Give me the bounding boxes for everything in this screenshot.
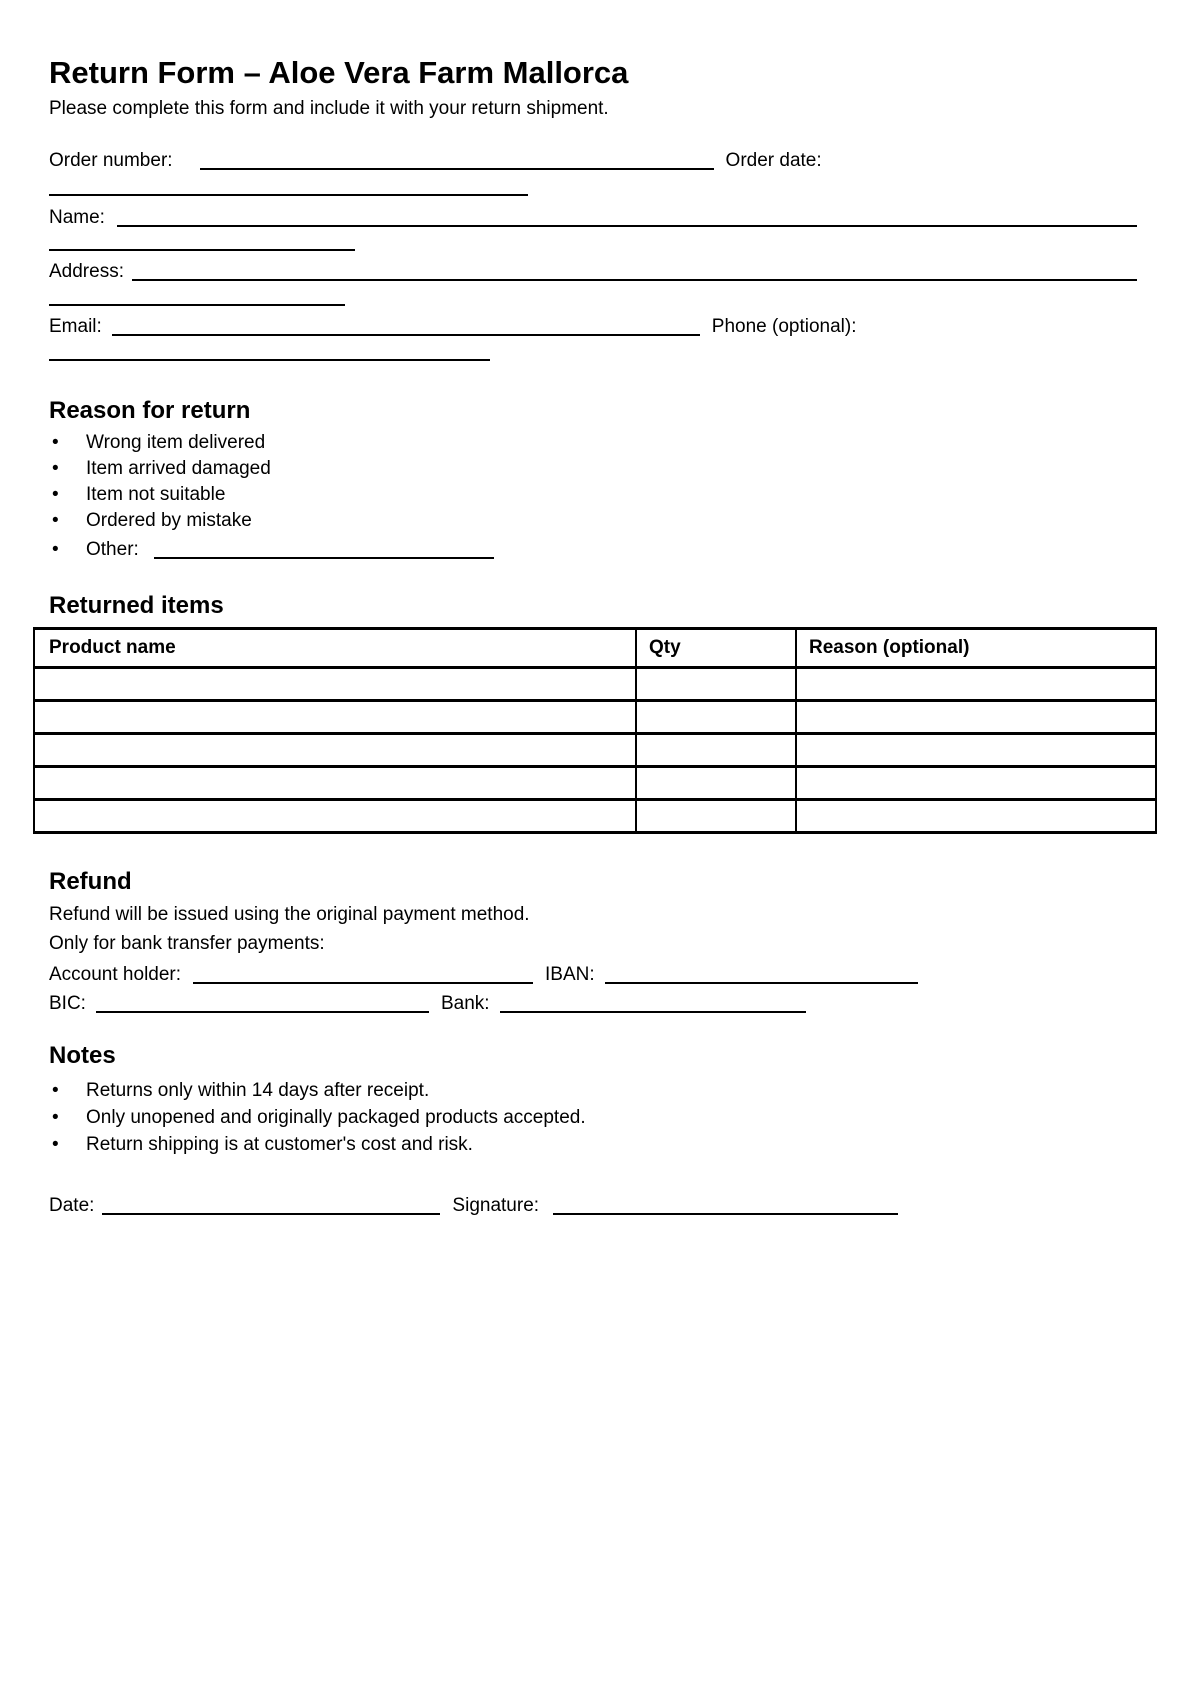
table-row [34, 701, 1156, 734]
product-cell [34, 734, 636, 767]
iban-label: IBAN: [545, 964, 595, 985]
reason-cell [796, 734, 1156, 767]
bullet-icon: • [52, 1107, 59, 1128]
product-cell [34, 800, 636, 833]
reason-heading: Reason for return [49, 397, 251, 424]
qty-cell [636, 701, 796, 734]
bank-blank [500, 993, 806, 1013]
order-date-label: Order date: [725, 150, 822, 171]
date-label: Date: [49, 1195, 95, 1216]
reason-option-other [49, 535, 494, 562]
email-label: Email: [49, 316, 102, 337]
reason-option [49, 431, 265, 455]
account-holder-label: Account holder: [49, 964, 182, 985]
table-row [34, 800, 1156, 833]
reason-option [49, 457, 271, 481]
account-holder-line [49, 960, 918, 987]
name-blank [117, 207, 1137, 227]
note-item [49, 1133, 473, 1157]
qty-cell [636, 734, 796, 767]
signature-blank [553, 1195, 898, 1215]
qty-cell [636, 668, 796, 701]
signature-label: Signature: [452, 1195, 540, 1216]
bullet-icon: • [52, 458, 59, 479]
note-text: Returns only within 14 days after receipt. [86, 1080, 430, 1101]
col-qty: Qty [636, 629, 796, 668]
bic-line [49, 989, 806, 1016]
date-blank [102, 1195, 440, 1215]
other-label: Other: [86, 539, 139, 560]
reason-option-label: Wrong item delivered [86, 432, 266, 453]
address-continuation-blank [49, 304, 345, 306]
order-number-line [49, 146, 822, 173]
email-line [49, 312, 857, 339]
bullet-icon: • [52, 484, 59, 505]
bullet-icon: • [52, 1080, 59, 1101]
order-date-blank [49, 194, 528, 196]
reason-cell [796, 767, 1156, 800]
page-title: Return Form – Aloe Vera Farm Mallorca [49, 55, 629, 90]
note-text: Only unopened and originally packaged products accepted. [86, 1107, 586, 1128]
email-blank [112, 316, 700, 336]
bullet-icon: • [52, 1134, 59, 1155]
address-label: Address: [49, 261, 124, 282]
reason-option-label: Item arrived damaged [86, 458, 271, 479]
product-cell [34, 767, 636, 800]
reason-cell [796, 668, 1156, 701]
form-subtitle: Please complete this form and include it with your return shipment. [49, 98, 609, 119]
bullet-icon: • [52, 539, 59, 560]
date-signature-line [49, 1191, 898, 1218]
address-line [49, 257, 1137, 284]
email-continuation-blank [49, 359, 490, 361]
other-blank [154, 539, 494, 559]
table-row [34, 734, 1156, 767]
reason-option [49, 483, 225, 507]
iban-blank [605, 964, 918, 984]
bullet-icon: • [52, 510, 59, 531]
product-cell [34, 668, 636, 701]
order-number-label: Order number: [49, 150, 173, 171]
col-reason: Reason (optional) [796, 629, 1156, 668]
refund-heading: Refund [49, 868, 132, 895]
reason-option-label: Ordered by mistake [86, 510, 252, 531]
returned-items-table [33, 627, 1157, 834]
table-header-row [34, 629, 1156, 668]
reason-cell [796, 800, 1156, 833]
bank-label: Bank: [440, 993, 490, 1014]
qty-cell [636, 767, 796, 800]
reason-cell [796, 701, 1156, 734]
order-number-blank [200, 150, 714, 170]
qty-cell [636, 800, 796, 833]
reason-option-label: Item not suitable [86, 484, 226, 505]
product-cell [34, 701, 636, 734]
reason-option [49, 509, 252, 533]
note-item [49, 1106, 586, 1130]
note-item [49, 1079, 429, 1103]
col-product-name: Product name [34, 629, 636, 668]
table-row [34, 668, 1156, 701]
bullet-icon: • [52, 432, 59, 453]
bic-label: BIC: [49, 993, 86, 1014]
bank-transfer-text: Only for bank transfer payments: [49, 933, 325, 954]
bic-blank [96, 993, 429, 1013]
notes-heading: Notes [49, 1042, 116, 1069]
name-line [49, 203, 1137, 230]
name-label: Name: [49, 207, 105, 228]
note-text: Return shipping is at customer's cost and risk. [86, 1134, 473, 1155]
address-blank [132, 261, 1137, 281]
name-continuation-blank [49, 249, 355, 251]
table-row [34, 767, 1156, 800]
account-holder-blank [193, 964, 533, 984]
returned-items-heading: Returned items [49, 592, 224, 619]
phone-label: Phone (optional): [711, 316, 857, 337]
refund-method-text: Refund will be issued using the original payment method. [49, 904, 530, 925]
